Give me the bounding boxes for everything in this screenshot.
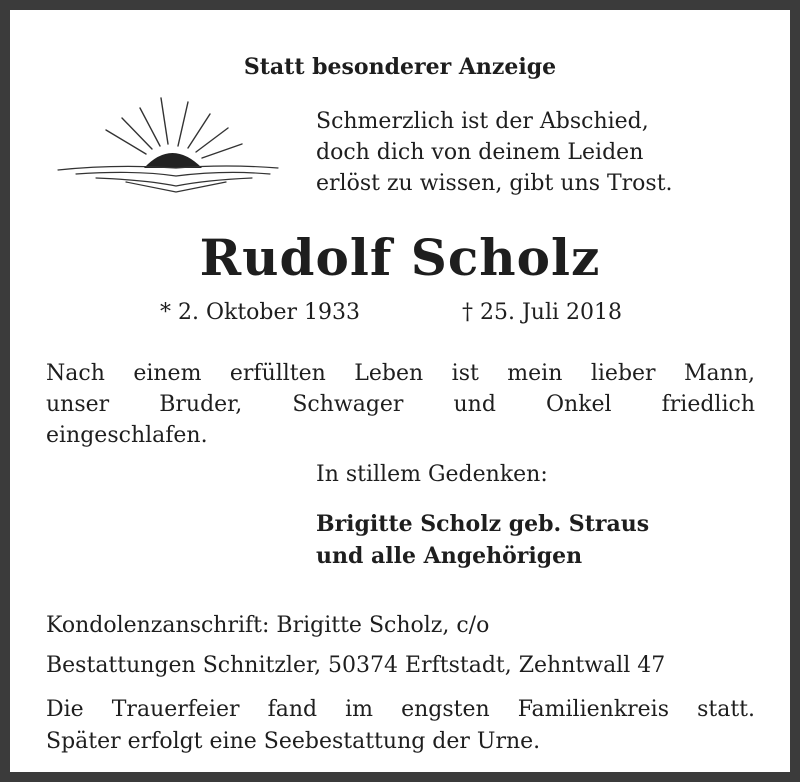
family-line: und alle Angehörigen bbox=[316, 543, 583, 569]
verse-line: Schmerzlich ist der Abschied, bbox=[316, 109, 649, 134]
birth-date: * 2. Oktober 1933 bbox=[160, 300, 361, 325]
ceremony-note bbox=[46, 694, 755, 758]
ceremony-line: Die Trauerfeier fand im engsten Familienkreis statt. bbox=[46, 697, 755, 722]
remembrance-text: In stillem Gedenken: bbox=[316, 462, 548, 487]
sunrise-over-water-icon bbox=[56, 94, 280, 198]
verse-line: doch dich von deinem Leiden bbox=[316, 140, 644, 165]
obituary-notice bbox=[10, 10, 790, 772]
deceased-name: Rudolf Scholz bbox=[199, 228, 601, 287]
verse bbox=[316, 106, 673, 199]
announcement-line: unser Bruder, Schwager und Onkel friedlich bbox=[46, 392, 755, 417]
announcement-line: Nach einem erfüllten Leben ist mein lieber Mann, bbox=[46, 361, 755, 386]
family-signature bbox=[316, 508, 649, 572]
ceremony-line: Später erfolgt eine Seebestattung der Urne. bbox=[46, 729, 541, 754]
verse-line: erlöst zu wissen, gibt uns Trost. bbox=[316, 171, 673, 196]
family-line: Brigitte Scholz geb. Straus bbox=[316, 511, 650, 537]
condolence-address bbox=[46, 606, 665, 686]
announcement-text bbox=[46, 358, 755, 451]
notice-headline: Statt besonderer Anzeige bbox=[243, 54, 557, 80]
condolence-line: Bestattungen Schnitzler, 50374 Erftstadt, Zehntwall 47 bbox=[46, 653, 666, 678]
announcement-line: eingeschlafen. bbox=[46, 423, 208, 448]
condolence-line: Kondolenzanschrift: Brigitte Scholz, c/o bbox=[46, 613, 490, 638]
death-date: † 25. Juli 2018 bbox=[462, 300, 623, 325]
